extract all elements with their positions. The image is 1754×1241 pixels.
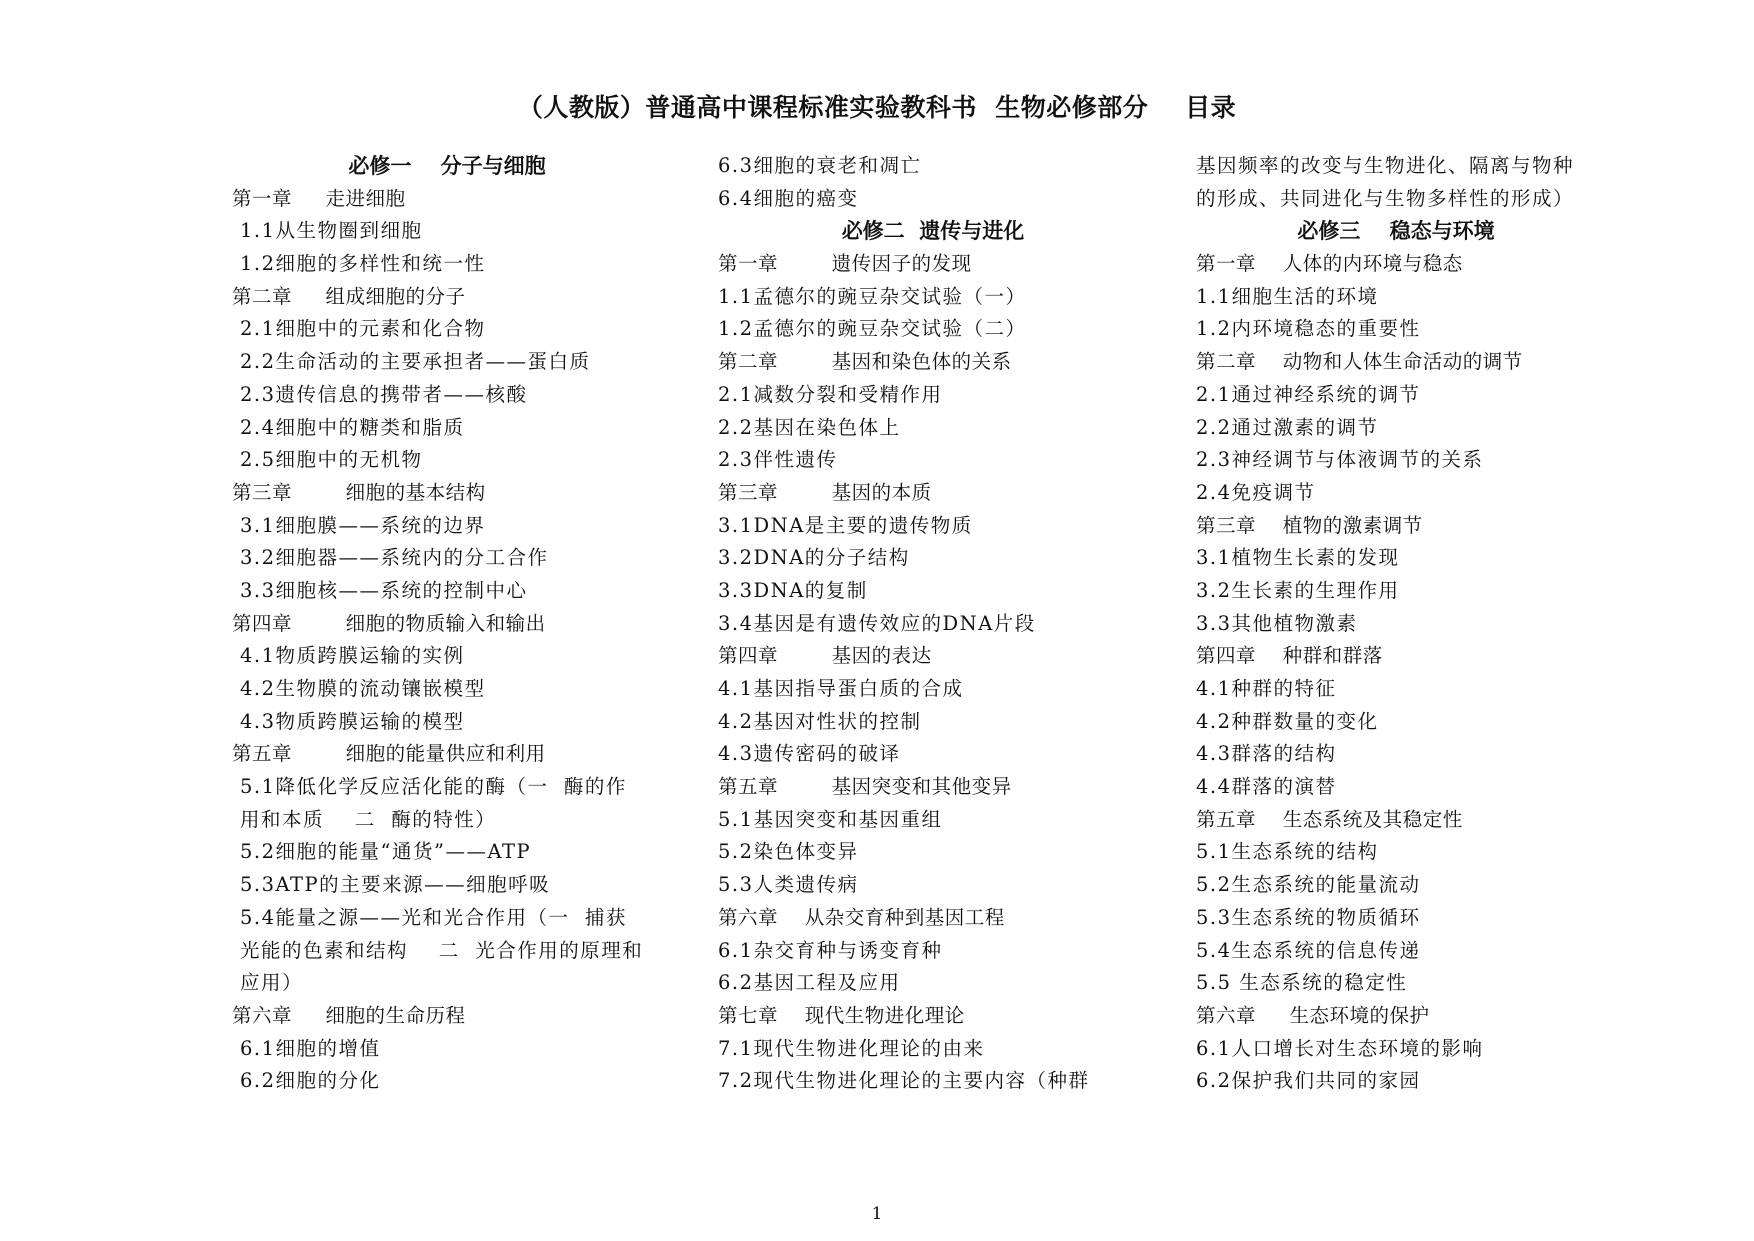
toc-entry: 3.2细胞器——系统内的分工合作 [240,546,549,570]
chapter-heading: 第四章 种群和群落 [1196,644,1383,668]
toc-entry: 7.2现代生物进化理论的主要内容（种群 [718,1069,1090,1093]
section-heading: 必修二 遗传与进化 [841,219,1025,244]
toc-entry: 2.4细胞中的糖类和脂质 [240,415,465,439]
toc-entry: 5.1生态系统的结构 [1196,840,1379,864]
toc-entry: 4.4群落的演替 [1196,775,1337,799]
toc-entry: 5.1降低化学反应活化能的酶（一 酶的作 [240,775,627,799]
toc-entry: 3.1细胞膜——系统的边界 [240,513,486,537]
toc-entry: 1.1细胞生活的环境 [1196,284,1379,308]
section-heading: 必修三 稳态与环境 [1297,219,1495,244]
toc-entry: 6.2保护我们共同的家园 [1196,1069,1421,1093]
toc-entry: 3.4基因是有遗传效应的DNA片段 [718,611,1036,635]
toc-entry: 2.2生命活动的主要承担者——蛋白质 [240,350,591,374]
toc-entry: 2.4免疫调节 [1196,480,1316,504]
toc-entry: 3.3其他植物激素 [1196,611,1358,635]
toc-entry: 6.1细胞的增值 [240,1036,381,1060]
toc-entry: 1.1孟德尔的豌豆杂交试验（一） [718,284,1027,308]
toc-entry: 基因频率的改变与生物进化、隔离与物种 [1196,154,1575,177]
toc-entry: 5.3生态系统的物质循环 [1196,905,1421,929]
toc-entry: 3.1DNA是主要的遗传物质 [718,513,973,537]
toc-entry: 的形成、共同进化与生物多样性的形成） [1196,186,1575,210]
chapter-heading: 第一章 走进细胞 [232,186,406,210]
chapter-heading: 第六章 细胞的生命历程 [232,1003,466,1027]
toc-entry: 6.3细胞的衰老和凋亡 [718,154,922,177]
toc-entry: 4.3群落的结构 [1196,742,1337,766]
toc-entry: 6.2基因工程及应用 [718,971,901,995]
toc-entry: 4.1物质跨膜运输的实例 [240,644,465,668]
column-compulsory-one [232,150,662,1098]
toc-list [232,183,662,1098]
chapter-heading: 第一章 人体的内环境与稳态 [1196,252,1463,276]
toc-entry: 1.2细胞的多样性和统一性 [240,252,486,276]
chapter-heading: 第二章 动物和人体生命活动的调节 [1196,350,1523,374]
toc-entry: 4.2基因对性状的控制 [718,709,922,733]
toc-entry: 2.3遗传信息的携带者——核酸 [240,382,528,406]
toc-entry: 5.4生态系统的信息传递 [1196,938,1421,962]
toc-list-continued [1196,150,1596,215]
toc-entry: 2.5细胞中的无机物 [240,448,423,472]
toc-entry: 2.2通过激素的调节 [1196,415,1379,439]
column-compulsory-two [718,150,1148,1098]
toc-entry: 4.2生物膜的流动镶嵌模型 [240,677,486,700]
toc-entry: 6.4细胞的癌变 [718,186,859,210]
toc-entry: 3.2DNA的分子结构 [718,546,910,570]
toc-entry: 应用） [240,971,304,995]
toc-entry: 3.2生长素的生理作用 [1196,578,1400,602]
toc-entry: 5.2生态系统的能量流动 [1196,873,1421,897]
toc-entry: 2.3伴性遗传 [718,448,838,472]
column-compulsory-three [1196,150,1596,1098]
page-title: （人教版）普通高中课程标准实验教科书 生物必修部分 目录 [517,93,1237,122]
toc-entry: 4.1基因指导蛋白质的合成 [718,677,964,700]
chapter-heading: 第三章 细胞的基本结构 [232,480,486,504]
chapter-heading: 第五章 生态系统及其稳定性 [1196,807,1463,831]
toc-entry: 2.1通过神经系统的调节 [1196,382,1421,406]
toc-entry: 5.3人类遗传病 [718,873,859,897]
toc-entry: 3.1植物生长素的发现 [1196,546,1400,570]
chapter-heading: 第四章 基因的表达 [718,644,932,668]
toc-entry: 2.2基因在染色体上 [718,415,901,439]
toc-entry: 6.1人口增长对生态环境的影响 [1196,1036,1484,1060]
toc-entry: 4.3遗传密码的破译 [718,742,901,766]
toc-entry: 6.1杂交育种与诱变育种 [718,938,943,962]
toc-list-continued [718,150,1148,215]
chapter-heading: 第四章 细胞的物质输入和输出 [232,611,546,635]
toc-entry: 1.1从生物圈到细胞 [240,219,423,243]
toc-entry: 5.2细胞的能量“通货”——ATP [240,840,532,864]
toc-entry: 5.3ATP的主要来源——细胞呼吸 [240,873,551,897]
toc-entry: 2.3神经调节与体液调节的关系 [1196,448,1484,472]
chapter-heading: 第六章 生态环境的保护 [1196,1003,1430,1027]
toc-entry: 5.4能量之源——光和光合作用（一 捕获 [240,905,627,929]
section-heading: 必修一 分子与细胞 [348,154,546,178]
toc-list [1196,248,1596,1098]
toc-entry: 4.1种群的特征 [1196,677,1337,700]
toc-list [718,248,1148,1098]
toc-entry: 4.3物质跨膜运输的模型 [240,709,465,733]
toc-entry: 光能的色素和结构 二 光合作用的原理和 [240,938,644,962]
chapter-heading: 第六章 从杂交育种到基因工程 [718,905,1005,929]
toc-entry: 1.2孟德尔的豌豆杂交试验（二） [718,317,1027,341]
page-number: 1 [871,1204,883,1224]
chapter-heading: 第三章 基因的本质 [718,480,932,504]
chapter-heading: 第七章 现代生物进化理论 [718,1003,965,1027]
chapter-heading: 第一章 遗传因子的发现 [718,252,972,276]
chapter-heading: 第五章 细胞的能量供应和利用 [232,742,546,766]
toc-entry: 4.2种群数量的变化 [1196,709,1379,733]
toc-entry: 5.1基因突变和基因重组 [718,807,943,831]
chapter-heading: 第二章 组成细胞的分子 [232,284,466,308]
toc-entry: 2.1减数分裂和受精作用 [718,382,943,406]
toc-entry: 7.1现代生物进化理论的由来 [718,1036,985,1060]
toc-entry: 3.3DNA的复制 [718,578,868,602]
toc-entry: 5.5 生态系统的稳定性 [1196,971,1408,995]
toc-entry: 用和本质 二 酶的特性） [240,807,497,831]
toc-entry: 6.2细胞的分化 [240,1069,381,1093]
toc-entry: 2.1细胞中的元素和化合物 [240,317,486,341]
toc-entry: 5.2染色体变异 [718,840,859,864]
chapter-heading: 第二章 基因和染色体的关系 [718,350,1012,374]
chapter-heading: 第三章 植物的激素调节 [1196,513,1423,537]
toc-entry: 1.2内环境稳态的重要性 [1196,317,1421,341]
toc-entry: 3.3细胞核——系统的控制中心 [240,578,528,602]
chapter-heading: 第五章 基因突变和其他变异 [718,775,1012,799]
